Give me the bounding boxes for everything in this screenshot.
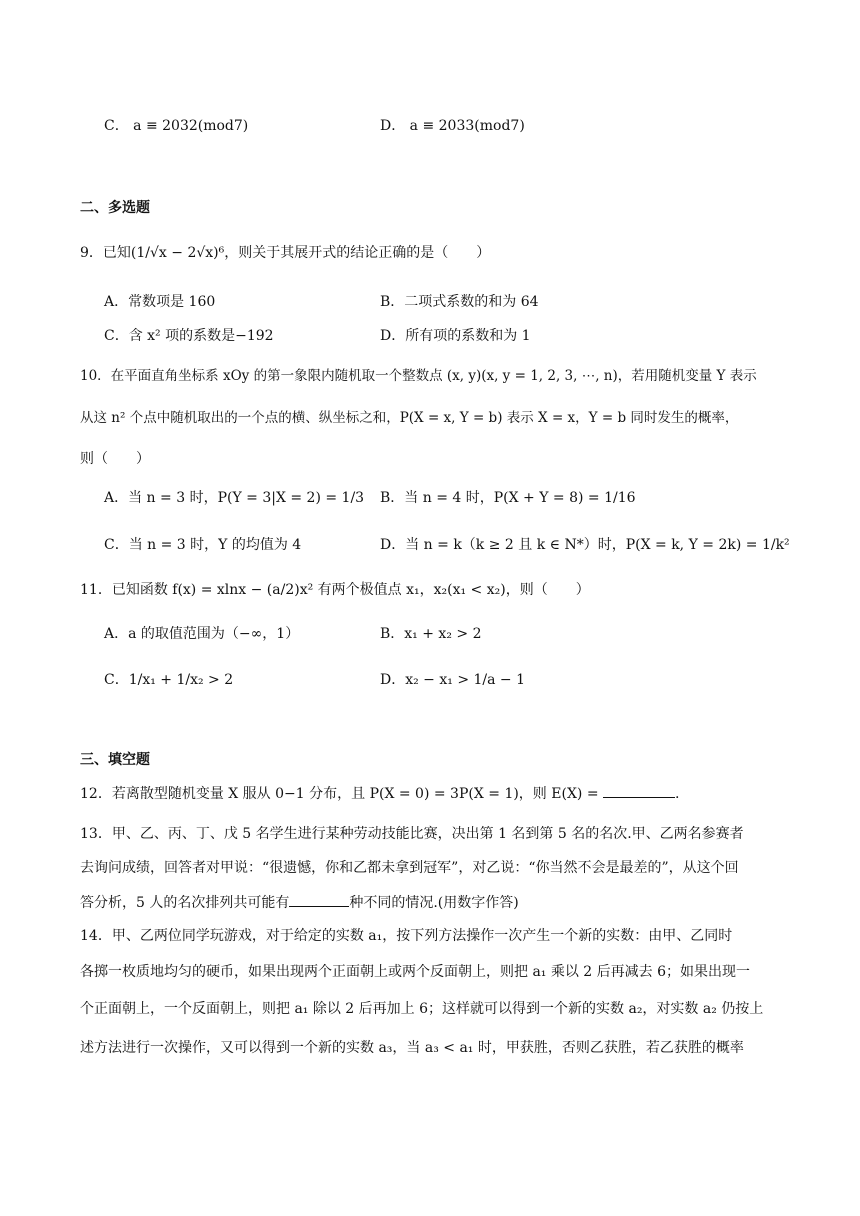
q11-stem: 11．已知函数 f(x) = xlnx − (a/2)x² 有两个极值点 x₁，x₂(x₁ < x₂)，则（ ）	[80, 582, 590, 598]
q10-option-a: A．当 n = 3 时，P(Y = 3|X = 2) = 1/3	[104, 490, 365, 506]
q13-line-1: 13．甲、乙、丙、丁、戊 5 名学生进行某种劳动技能比赛，决出第 1 名到第 5 名的名次.甲、乙两名参赛者	[80, 826, 744, 842]
q10-option-d: D．当 n = k（k ≥ 2 且 k ∈ N*）时，P(X = k, Y = 2k) = 1/k²	[380, 537, 790, 553]
section-title-multiple-choice: 二、多选题	[80, 200, 150, 216]
q14-line-3: 个正面朝上，一个反面朝上，则把 a₁ 除以 2 后再加上 6；这样就可以得到一个新的实数 a₂，对实数 a₂ 仍按上	[80, 1001, 764, 1017]
q9-option-d: D．所有项的系数和为 1	[380, 328, 531, 344]
q13-text-end: 种不同的情况.(用数字作答)	[349, 895, 519, 911]
q13-line-3	[80, 892, 519, 913]
q10-line-2: 从这 n² 个点中随机取出的一个点的横、纵坐标之和，P(X = x, Y = b) 表示 X = x，Y = b 同时发生的概率，	[80, 410, 739, 426]
q11-option-b: B．x₁ + x₂ > 2	[380, 626, 482, 642]
q10-option-c: C．当 n = 3 时，Y 的均值为 4	[104, 537, 302, 553]
q12-text-end: .	[675, 786, 680, 802]
q9-option-a: A．常数项是 160	[104, 294, 216, 310]
q11-option-a: A．a 的取值范围为（−∞，1）	[104, 626, 300, 642]
q14-line-1: 14．甲、乙两位同学玩游戏，对于给定的实数 a₁，按下列方法操作一次产生一个新的实数：由甲、乙同时	[80, 928, 733, 944]
section-title-fill-in: 三、填空题	[80, 752, 150, 768]
q13-text: 答分析，5 人的名次排列共可能有	[80, 895, 290, 911]
q9-stem: 9．已知(1/√x − 2√x)⁶，则关于其展开式的结论正确的是（ ）	[80, 245, 491, 261]
q14-line-2: 各掷一枚质地均匀的硬币，如果出现两个正面朝上或两个反面朝上，则把 a₁ 乘以 2 后再减去 6；如果出现一	[80, 964, 751, 980]
q12-stem	[80, 783, 679, 804]
q10-option-b: B．当 n = 4 时，P(X + Y = 8) = 1/16	[380, 490, 636, 506]
q13-line-2: 去询问成绩，回答者对甲说：“很遗憾，你和乙都未拿到冠军”，对乙说：“你当然不会是最差的”，从这个回	[80, 860, 739, 876]
q10-line-3: 则（ ）	[80, 451, 150, 467]
q9-option-c: C．含 x² 项的系数是−192	[104, 328, 274, 344]
q12-answer-blank[interactable]	[603, 783, 675, 798]
q9-option-b: B．二项式系数的和为 64	[380, 294, 539, 310]
q11-option-d: D．x₂ − x₁ > 1/a − 1	[380, 672, 526, 688]
q12-text: 12．若离散型随机变量 X 服从 0−1 分布，且 P(X = 0) = 3P(X = 1)，则 E(X) =	[80, 786, 604, 802]
q11-option-c: C．1/x₁ + 1/x₂ > 2	[104, 672, 234, 688]
q8-option-c: C． a ≡ 2032(mod7)	[104, 118, 249, 134]
q10-line-1: 10．在平面直角坐标系 xOy 的第一象限内随机取一个整数点 (x, y)(x, y = 1, 2, 3, ⋯, n)，若用随机变量 Y 表示	[80, 368, 757, 384]
q14-line-4: 述方法进行一次操作，又可以得到一个新的实数 a₃，当 a₃ < a₁ 时，甲获胜，否则乙获胜，若乙获胜的概率	[80, 1040, 744, 1056]
q8-option-d: D． a ≡ 2033(mod7)	[380, 118, 525, 134]
q13-answer-blank[interactable]	[289, 892, 349, 907]
